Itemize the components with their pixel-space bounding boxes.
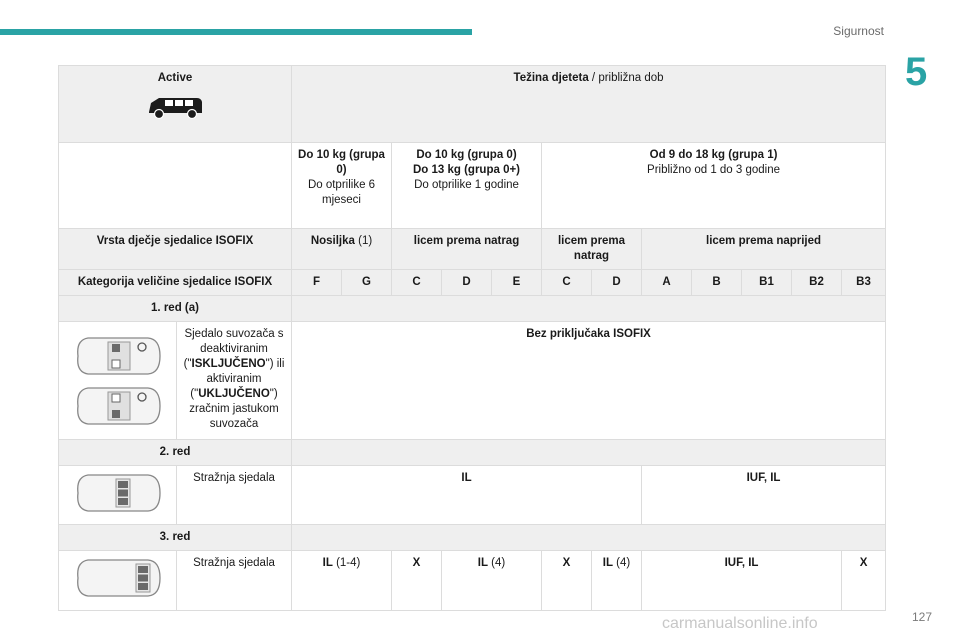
second-row-seat bbox=[177, 466, 292, 525]
third-row-cell bbox=[592, 551, 642, 611]
nosiljka-cell bbox=[292, 229, 392, 270]
seat-type-label-text: Vrsta dječje sjedalice ISOFIX bbox=[96, 235, 254, 247]
group-0-weight: Do 10 kg (grupa 0) bbox=[298, 149, 385, 176]
car-top-third-row-icon bbox=[72, 556, 164, 600]
size-category-label bbox=[59, 270, 292, 296]
second-row-result-a-text: IL bbox=[461, 472, 472, 484]
table-row bbox=[59, 322, 886, 440]
third-row-cell bbox=[842, 551, 886, 611]
third-row-seat-text: Stražnja sjedala bbox=[193, 557, 275, 569]
car-top-front-seat-icon bbox=[72, 334, 164, 378]
row-2-label-text: 2. red bbox=[159, 446, 191, 458]
table-row bbox=[59, 66, 886, 143]
model-name: Active bbox=[157, 72, 193, 84]
size-value: D bbox=[462, 276, 471, 288]
size-value: B2 bbox=[809, 276, 824, 288]
rear-facing-label: licem prema natrag bbox=[413, 235, 520, 247]
size-value: C bbox=[412, 276, 421, 288]
front-seat-text: ") zračnim jastukom suvozača bbox=[189, 388, 279, 430]
third-row-note: (4) bbox=[487, 557, 506, 569]
third-row-value: X bbox=[859, 557, 868, 569]
size-value: C bbox=[562, 276, 571, 288]
size-value: G bbox=[362, 276, 371, 288]
size-cell bbox=[492, 270, 542, 296]
size-cell bbox=[842, 270, 886, 296]
model-cell bbox=[59, 66, 292, 143]
chapter-number: 5 bbox=[905, 50, 928, 94]
airbag-on-label: UKLJUČENO bbox=[198, 388, 270, 400]
third-row-cell bbox=[292, 551, 392, 611]
second-row-result-a bbox=[292, 466, 642, 525]
front-seat-description bbox=[177, 322, 292, 440]
third-row-cell bbox=[442, 551, 542, 611]
group-1-cell bbox=[542, 143, 886, 229]
table-row bbox=[59, 525, 886, 551]
size-value: F bbox=[312, 276, 321, 288]
size-value: E bbox=[512, 276, 521, 288]
airbag-off-label: ISKLJUČENO bbox=[191, 358, 266, 370]
empty-cell bbox=[292, 440, 886, 466]
third-row-value: IL bbox=[322, 557, 333, 569]
third-row-note: (1-4) bbox=[332, 557, 361, 569]
size-cell bbox=[792, 270, 842, 296]
car-top-second-row-icon bbox=[72, 471, 164, 515]
empty-cell bbox=[292, 296, 886, 322]
size-value: B bbox=[712, 276, 721, 288]
weight-title: Težina djeteta bbox=[513, 72, 589, 84]
rear-facing-cell-2 bbox=[542, 229, 642, 270]
group-0plus-weight-1: Do 10 kg (grupa 0) bbox=[416, 149, 517, 161]
section-color-bar bbox=[0, 29, 472, 35]
forward-facing-label: licem prema naprijed bbox=[706, 235, 822, 247]
table-row bbox=[59, 270, 886, 296]
size-value: B3 bbox=[856, 276, 871, 288]
page-number: 127 bbox=[911, 610, 932, 624]
size-cell bbox=[642, 270, 692, 296]
table-row bbox=[59, 229, 886, 270]
group-0-cell bbox=[292, 143, 392, 229]
front-seat-text: ") ili aktiviranim (" bbox=[190, 358, 285, 400]
size-cell bbox=[392, 270, 442, 296]
third-row-value: X bbox=[562, 557, 571, 569]
size-cell bbox=[592, 270, 642, 296]
second-row-result-b bbox=[642, 466, 886, 525]
table-row bbox=[59, 466, 886, 525]
row-1-label bbox=[59, 296, 292, 322]
size-cell bbox=[292, 270, 342, 296]
third-row-diagram bbox=[59, 551, 177, 611]
seat-type-label bbox=[59, 229, 292, 270]
second-row-result-b-text: IUF, IL bbox=[746, 472, 781, 484]
third-row-cell bbox=[392, 551, 442, 611]
size-category-label-text: Kategorija veličine sjedalice ISOFIX bbox=[77, 276, 273, 288]
front-seat-result bbox=[292, 322, 886, 440]
van-side-icon bbox=[145, 94, 205, 120]
row-1-label-text: 1. red (a) bbox=[151, 302, 199, 314]
group-0plus-cell bbox=[392, 143, 542, 229]
group-1-age: Približno od 1 do 3 godine bbox=[647, 164, 781, 176]
rear-facing-label-2: licem prema natrag bbox=[557, 235, 626, 262]
third-row-value: IL bbox=[477, 557, 488, 569]
table-row bbox=[59, 143, 886, 229]
row-3-label bbox=[59, 525, 292, 551]
third-row-cell bbox=[542, 551, 592, 611]
third-row-cell bbox=[642, 551, 842, 611]
third-row-note: (4) bbox=[612, 557, 631, 569]
row-3-label-text: 3. red bbox=[159, 531, 191, 543]
second-row-diagram bbox=[59, 466, 177, 525]
size-cell bbox=[442, 270, 492, 296]
weight-header bbox=[292, 66, 886, 143]
row-2-label bbox=[59, 440, 292, 466]
front-seat-diagrams bbox=[59, 322, 177, 440]
third-row-seat bbox=[177, 551, 292, 611]
size-value: A bbox=[662, 276, 671, 288]
front-seat-text: Sjedalo suvozača s deaktiviranim (" bbox=[183, 328, 284, 370]
table-row bbox=[59, 440, 886, 466]
size-value: D bbox=[612, 276, 621, 288]
group-0plus-age: Do otprilike 1 godine bbox=[414, 179, 519, 191]
third-row-value: IUF, IL bbox=[724, 557, 759, 569]
empty-cell bbox=[292, 525, 886, 551]
size-value: B1 bbox=[759, 276, 774, 288]
section-title: Sigurnost bbox=[833, 24, 884, 38]
nosiljka-note: (1) bbox=[354, 235, 373, 247]
empty-cell bbox=[59, 143, 292, 229]
group-1-weight: Od 9 do 18 kg (grupa 1) bbox=[649, 149, 778, 161]
forward-facing-cell bbox=[642, 229, 886, 270]
size-cell bbox=[342, 270, 392, 296]
table-row bbox=[59, 296, 886, 322]
size-cell bbox=[542, 270, 592, 296]
car-top-front-seat-icon bbox=[72, 384, 164, 428]
group-0plus-weight-2: Do 13 kg (grupa 0+) bbox=[412, 164, 521, 176]
third-row-value: X bbox=[412, 557, 421, 569]
size-cell bbox=[692, 270, 742, 296]
third-row-value: IL bbox=[602, 557, 613, 569]
front-seat-result-text: Bez priključaka ISOFIX bbox=[526, 328, 651, 340]
rear-facing-cell bbox=[392, 229, 542, 270]
nosiljka-label: Nosiljka bbox=[310, 235, 355, 247]
size-cell bbox=[742, 270, 792, 296]
weight-subtitle: / približna dob bbox=[588, 72, 664, 84]
group-0-age: Do otprilike 6 mjeseci bbox=[307, 179, 376, 206]
watermark: carmanualsonline.info bbox=[662, 615, 818, 632]
isofix-table bbox=[58, 65, 886, 611]
table-row bbox=[59, 551, 886, 611]
second-row-seat-text: Stražnja sjedala bbox=[193, 472, 275, 484]
